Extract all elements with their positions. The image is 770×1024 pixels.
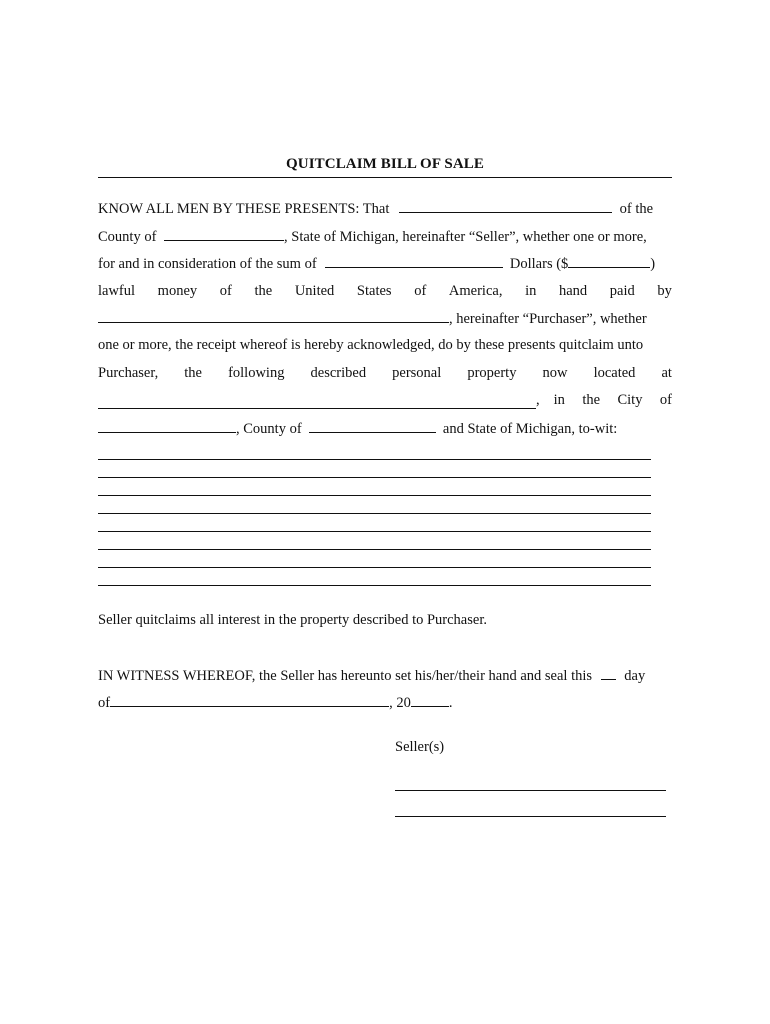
paragraph-line-4: [98, 282, 672, 300]
word: the: [184, 365, 202, 381]
month-blank[interactable]: [110, 693, 389, 707]
paragraph-line-7: [98, 364, 672, 382]
description-line[interactable]: [98, 585, 651, 586]
property-county-blank[interactable]: [309, 419, 436, 433]
year-blank[interactable]: [411, 693, 449, 707]
witness-line-2: [98, 693, 672, 712]
word: described: [310, 365, 367, 381]
word: City: [617, 392, 643, 408]
word: located: [593, 365, 636, 381]
word: in: [553, 392, 565, 408]
of-text: of: [98, 695, 111, 711]
word: the: [582, 392, 601, 408]
county-of-text: County of: [98, 229, 157, 245]
witness-text: IN WITNESS WHEREOF, the Seller has hereunto set his/her/their hand and seal this: [98, 668, 593, 684]
seller-name-blank[interactable]: [399, 199, 612, 213]
paragraph-line-1: [98, 199, 672, 218]
seller-signature-line-2[interactable]: [395, 816, 666, 817]
sum-amount-blank[interactable]: [568, 254, 650, 268]
description-line[interactable]: [98, 567, 651, 568]
dollars-text: Dollars ($: [509, 256, 569, 272]
word: hand: [558, 283, 588, 299]
word: money: [157, 283, 198, 299]
purchaser-name-blank[interactable]: [98, 309, 449, 323]
period-text: .: [448, 695, 453, 711]
word: by: [657, 283, 672, 299]
sum-words-blank[interactable]: [325, 254, 503, 268]
year-prefix-text: , 20: [389, 695, 411, 711]
know-all-men-text: KNOW ALL MEN BY THESE PRESENTS: That: [98, 201, 390, 217]
title-underline: [98, 177, 672, 178]
paragraph-line-2: [98, 227, 672, 246]
in-the-city-of: [554, 391, 672, 409]
word: now: [542, 365, 568, 381]
hereinafter-purchaser-text: , hereinafter “Purchaser”, whether: [449, 311, 647, 327]
document-title: QUITCLAIM BILL OF SALE: [286, 156, 484, 172]
close-paren-text: ): [650, 256, 656, 272]
word: States: [356, 283, 392, 299]
paragraph-line-6: [98, 336, 672, 354]
seller-label: Seller(s): [395, 739, 445, 755]
word: United: [294, 283, 335, 299]
city-blank[interactable]: [98, 419, 236, 433]
seller-signature-line-1[interactable]: [395, 790, 666, 791]
word: America,: [448, 283, 503, 299]
word: of: [219, 283, 232, 299]
paragraph-line-3: [98, 254, 672, 273]
word: paid: [609, 283, 635, 299]
consideration-text: for and in consideration of the sum of: [98, 256, 317, 272]
word: following: [228, 365, 285, 381]
paragraph-line-9: [98, 419, 672, 438]
paragraph-line-5: [98, 309, 672, 328]
description-line[interactable]: [98, 495, 651, 496]
description-line[interactable]: [98, 531, 651, 532]
paragraph-line-8: [98, 391, 672, 409]
word: at: [661, 365, 672, 381]
seller-county-blank[interactable]: [164, 227, 284, 241]
state-to-wit-text: and State of Michigan, to-wit:: [442, 421, 618, 437]
day-blank[interactable]: [601, 666, 616, 680]
state-seller-text: , State of Michigan, hereinafter “Seller”, whether one or more,: [284, 229, 647, 245]
receipt-text: one or more, the receipt whereof is hereby acknowledged, do by these presents quitclaim unto: [98, 337, 644, 353]
word: lawful: [98, 283, 136, 299]
word: personal: [392, 365, 442, 381]
word: Purchaser,: [98, 365, 159, 381]
word: of: [659, 392, 672, 408]
day-text: day: [624, 668, 646, 684]
comma-text: ,: [536, 392, 540, 408]
description-line[interactable]: [98, 477, 651, 478]
word: of: [414, 283, 427, 299]
witness-line-1: [98, 666, 672, 685]
description-line[interactable]: [98, 459, 651, 460]
description-line[interactable]: [98, 513, 651, 514]
word: property: [467, 365, 517, 381]
county-of-text-2: , County of: [236, 421, 302, 437]
quitclaim-statement: Seller quitclaims all interest in the property described to Purchaser.: [98, 612, 487, 628]
of-the-text: of the: [619, 201, 654, 217]
word: in: [525, 283, 537, 299]
word: the: [254, 283, 273, 299]
property-location-blank[interactable]: [98, 395, 536, 409]
description-line[interactable]: [98, 549, 651, 550]
